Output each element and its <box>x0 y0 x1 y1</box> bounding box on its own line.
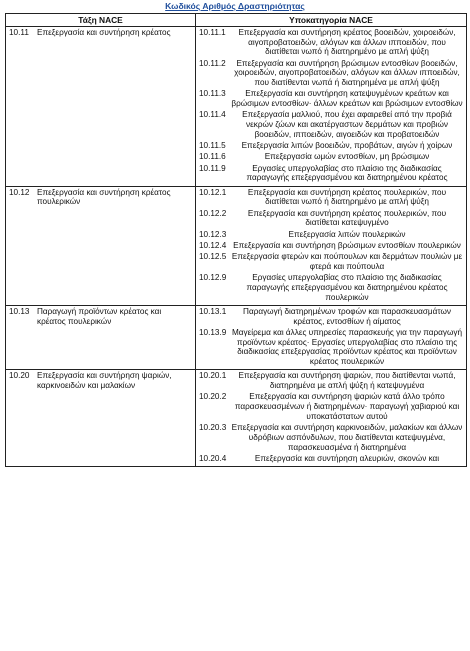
nace-subcategory-code: 10.12.2 <box>199 208 227 218</box>
nace-subcategory <box>199 252 463 271</box>
nace-subcategory <box>199 28 463 57</box>
nace-subcategory-cell <box>196 370 467 467</box>
nace-subcategory-code: 10.20.1 <box>199 371 227 381</box>
nace-subcategory <box>199 454 463 464</box>
table-header-row <box>6 14 467 27</box>
nace-subcategory <box>199 328 463 367</box>
nace-subcategory <box>199 307 463 326</box>
nace-subcategory <box>199 371 463 390</box>
nace-subcategory <box>199 241 463 251</box>
nace-subcategory-text: Εργασίες υπεργολαβίας στο πλαίσιο της διαδικασίας παραγωγής επεξεργασμένου και διατηρημένου κρέατος πουλερικών <box>246 273 448 302</box>
nace-subcategory-text: Επεξεργασία και συντήρηση ψαριών κατά άλλο τρόπο παρασκευασμένων ή διατηρημένων· παραγωγή χαβιαριού και υποκατάστατων αυτού <box>234 392 460 421</box>
nace-subcategory-text: Επεξεργασία και συντήρηση κρέατος βοοειδών, χοιροειδών, αιγοπροβατοειδών, αλόγων και άλλων ιπποειδών, που διατίθεται νωπό ή διατηρημένο με απλή ψύξη <box>238 28 456 57</box>
nace-subcategory-code: 10.11.6 <box>199 152 226 162</box>
nace-subcategory-code: 10.12.4 <box>199 241 227 250</box>
nace-subcategory <box>199 164 463 183</box>
nace-subcategory-text: Επεξεργασία ωμών εντοσθίων, μη βρώσιμων <box>264 152 430 162</box>
nace-subcategory-text: Επεξεργασία και συντήρηση βρώσιμων εντοσθίων βοοειδών, χοιροειδών, αιγοπροβατοειδών, αλόγων και άλλων ιπποειδών, που διατίθενται νωπά ή διατηρημένα με απλή ψύξη <box>234 58 460 88</box>
nace-table <box>5 13 467 467</box>
nace-subcategory-code: 10.11.4 <box>199 110 226 120</box>
nace-subcategory <box>199 188 463 207</box>
nace-subcategory-text: Επεξεργασία και συντήρηση βρώσιμων εντοσθίων πουλερικών <box>233 241 461 250</box>
nace-class-name: Επεξεργασία και συντήρηση κρέατος πουλερικών <box>37 187 171 207</box>
nace-subcategory-cell <box>196 27 467 187</box>
nace-subcategory-text: Παραγωγή διατηρημένων τροφών και παρασκευασμάτων κρέατος, εντοσθίων ή αίματος <box>243 307 451 326</box>
header-nace-subcategory: Υποκατηγορία NACE <box>196 14 467 27</box>
nace-class <box>9 307 192 326</box>
table-row <box>6 306 467 370</box>
nace-class <box>9 371 192 390</box>
nace-subcategory-code: 10.11.2 <box>199 58 226 68</box>
nace-subcategory <box>199 273 463 302</box>
nace-class-cell <box>6 370 196 467</box>
nace-subcategory-text: Επεξεργασία και συντήρηση καρκινοειδών, μαλακίων και άλλων υδρόβιων ασπόνδυλων, που διατίθενται κατεψυγμένα, παρασκευασμένα ή διατηρημένα <box>231 423 463 452</box>
nace-subcategory-cell <box>196 306 467 370</box>
nace-class-code: 10.13 <box>9 307 30 316</box>
nace-subcategory <box>199 59 463 88</box>
nace-class-name: Επεξεργασία και συντήρηση ψαριών, καρκινοειδών και μαλακίων <box>37 371 172 391</box>
nace-subcategory-code: 10.13.1 <box>199 307 227 316</box>
header-nace-class: Τάξη NACE <box>6 14 196 27</box>
nace-subcategory-text: Μαγείρεμα και άλλες υπηρεσίες παρασκευής για την παραγωγή προϊόντων κρέατος· Εργασίες υπεργολαβίας στο πλαίσιο της διαδικασίας επεξεργασίας προϊόντων κρέατος και προϊόντων κρέατος πουλερικών <box>231 328 463 367</box>
nace-subcategory-code: 10.12.3 <box>199 229 227 239</box>
nace-subcategory <box>199 152 463 162</box>
nace-subcategory <box>199 141 463 151</box>
nace-class-cell <box>6 306 196 370</box>
nace-class-cell <box>6 27 196 187</box>
document-title: Κωδικός Αριθμός Δραστηριότητας <box>165 1 305 11</box>
nace-subcategory <box>199 209 463 228</box>
nace-subcategory-code: 10.12.5 <box>199 252 227 262</box>
nace-class-code: 10.20 <box>9 371 30 381</box>
nace-subcategory <box>199 110 463 139</box>
nace-subcategory-text: Επεξεργασία φτερών και πούπουλων και δερμάτων πουλιών με φτερά και πούπουλα <box>231 252 463 271</box>
nace-subcategory-text: Επεξεργασία και συντήρηση κατεψυγμένων κρεάτων και βρώσιμων εντοσθίων· άλλων κρεάτων και βρώσιμων εντοσθίων <box>231 89 463 109</box>
nace-subcategory-code: 10.11.5 <box>199 141 226 151</box>
nace-class-code: 10.12 <box>9 187 30 197</box>
nace-subcategory-code: 10.13.9 <box>199 328 227 337</box>
nace-subcategory-code: 10.11.3 <box>199 89 226 99</box>
nace-subcategory <box>199 230 463 240</box>
nace-class-name: Παραγωγή προϊόντων κρέατος και κρέατος πουλερικών <box>37 307 162 326</box>
nace-subcategory <box>199 423 463 452</box>
nace-class-code: 10.11 <box>9 28 29 37</box>
nace-subcategory-code: 10.12.9 <box>199 273 227 283</box>
nace-subcategory-code: 10.20.3 <box>199 423 227 433</box>
table-body <box>6 27 467 467</box>
nace-subcategory-code: 10.12.1 <box>199 187 227 197</box>
table-row <box>6 27 467 187</box>
nace-subcategory-code: 10.20.2 <box>199 392 227 402</box>
nace-class <box>9 28 192 38</box>
nace-subcategory-text: Εργασίες υπεργολαβίας στο πλαίσιο της διαδικασίας παραγωγής επεξεργασμένου και διατηρημένου κρέατος <box>246 163 448 183</box>
nace-subcategory-text: Επεξεργασία και συντήρηση κρέατος πουλερικών, που διατίθεται νωπό ή διατηρημένο με απλή ψύξη <box>247 187 447 207</box>
nace-subcategory-code: 10.20.4 <box>199 453 227 463</box>
nace-subcategory <box>199 392 463 421</box>
nace-subcategory-text: Επεξεργασία λιπών πουλερικών <box>288 229 406 239</box>
nace-class <box>9 188 192 207</box>
nace-subcategory-text: Επεξεργασία και συντήρηση ψαριών, που διατίθενται νωπά, διατηρημένα με απλή ψύξη ή κατεψυγμένα <box>238 371 456 391</box>
nace-class-name: Επεξεργασία και συντήρηση κρέατος <box>37 28 171 37</box>
nace-class-cell <box>6 186 196 305</box>
nace-subcategory-code: 10.11.9 <box>199 163 226 173</box>
nace-subcategory-text: Επεξεργασία και συντήρηση αλευριών, σκονών και <box>254 453 440 463</box>
nace-subcategory-cell <box>196 186 467 305</box>
table-row <box>6 370 467 467</box>
nace-subcategory-code: 10.11.1 <box>199 28 226 37</box>
nace-subcategory-text: Επεξεργασία και συντήρηση κρέατος πουλερικών, που διατίθεται κατεψυγμένο <box>247 208 447 228</box>
nace-subcategory-text: Επεξεργασία λιπών βοοειδών, προβάτων, αιγών ή χοίρων <box>241 141 453 151</box>
table-row <box>6 186 467 305</box>
nace-subcategory-text: Επεξεργασία μαλλιού, που έχει αφαιρεθεί από την προβιά νεκρών ζώων και ακατέργαστων δερμάτων και προβιών βοοειδών, ιπποειδών, αιγοειδών και προβατοειδών <box>242 110 452 139</box>
nace-subcategory <box>199 89 463 108</box>
